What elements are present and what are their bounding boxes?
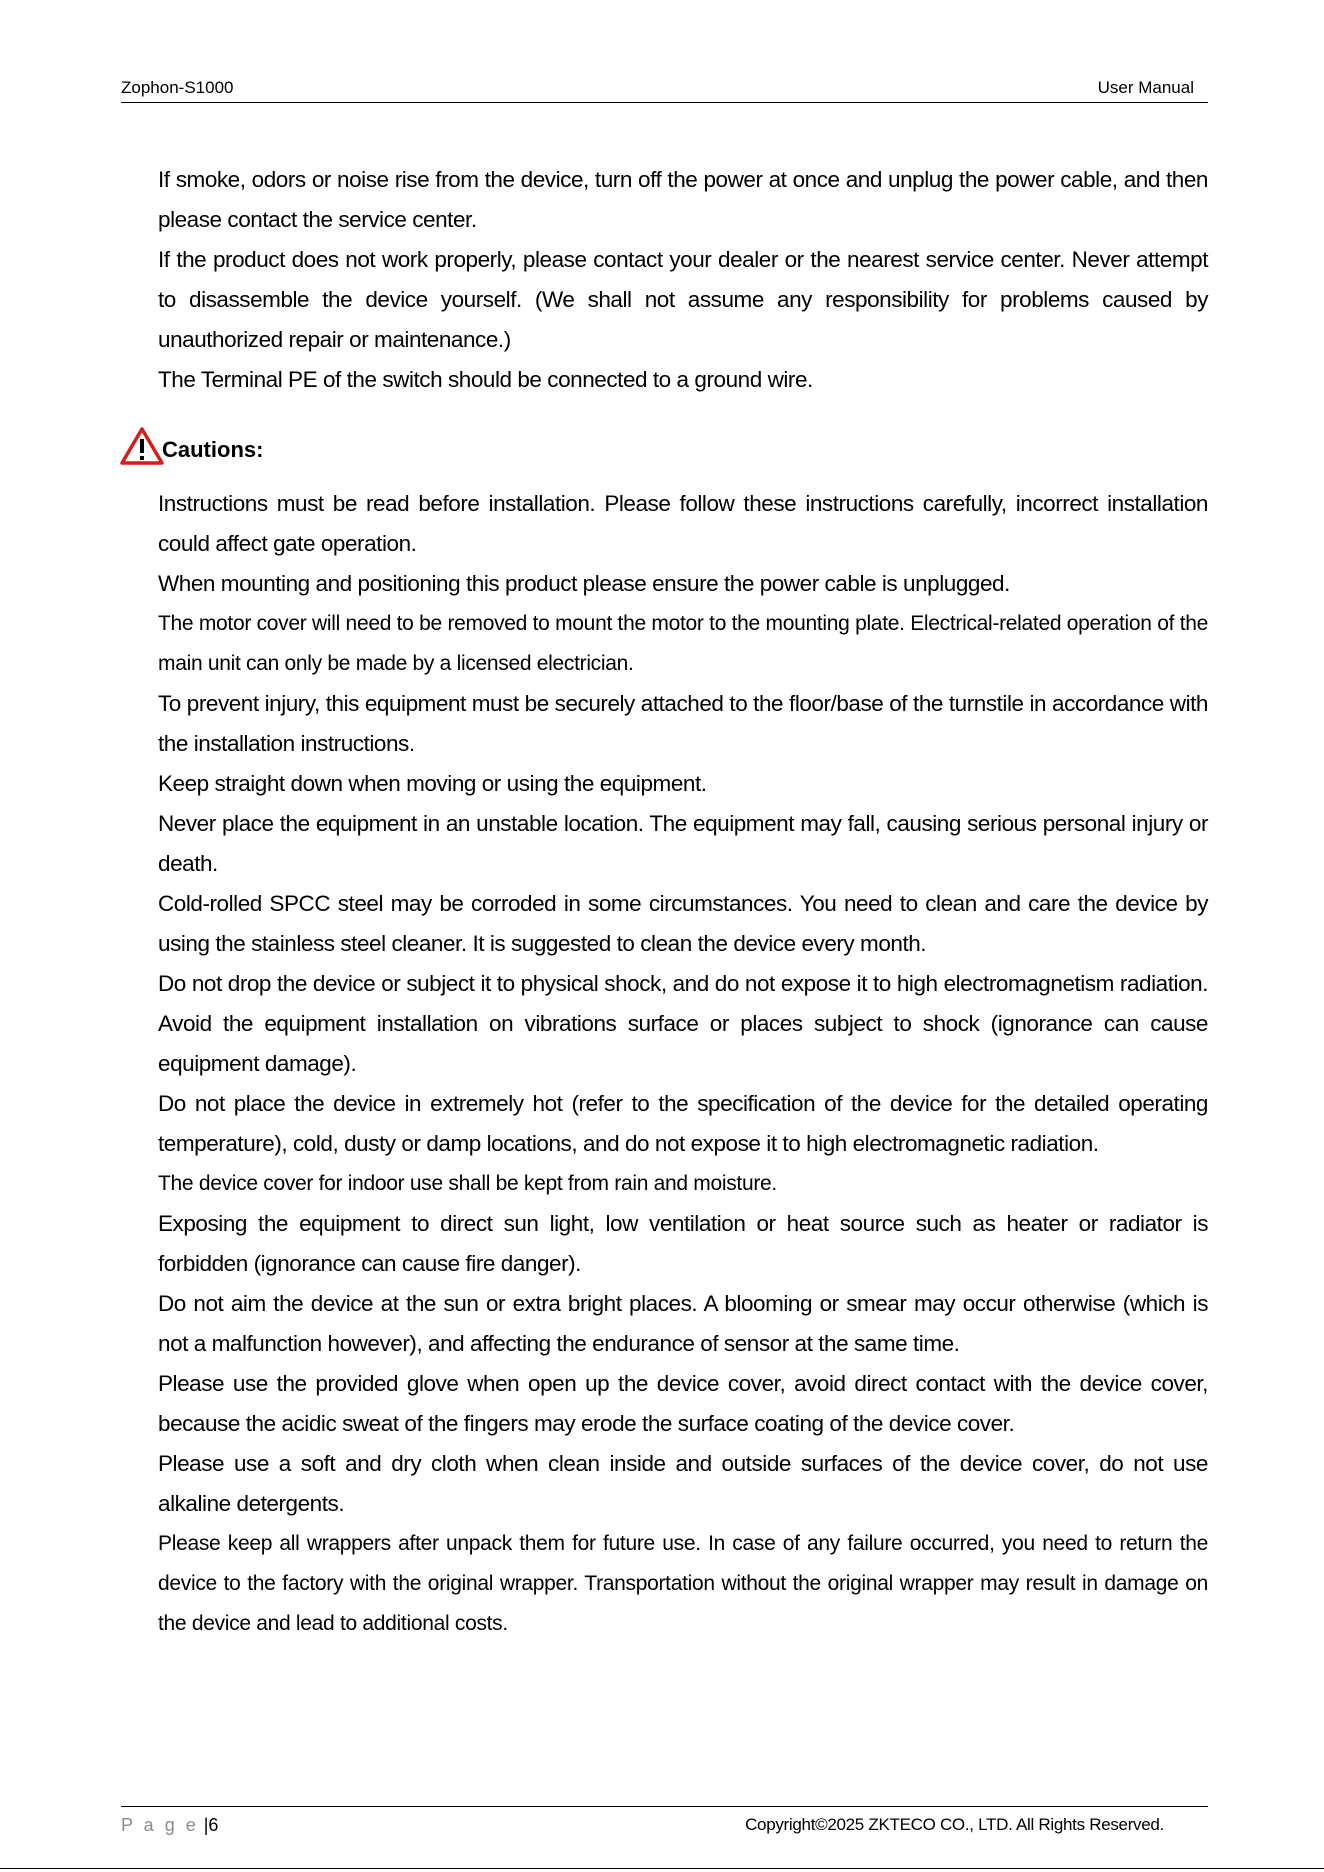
- caution-item: Do not aim the device at the sun or extra bright places. A blooming or smear may occur otherwise (which is not a malfunction however), and affecting the endurance of sensor at the same time.: [158, 1291, 1208, 1356]
- intro-paragraph: The Terminal PE of the switch should be connected to a ground wire.: [158, 367, 813, 392]
- header-doc-type: User Manual: [1097, 78, 1194, 97]
- cautions-heading: [120, 424, 263, 468]
- caution-item: Instructions must be read before installation. Please follow these instructions carefully, incorrect installation could affect gate operation.: [158, 491, 1208, 556]
- warning-triangle-icon: [120, 426, 164, 466]
- caution-item: Please use a soft and dry cloth when clean inside and outside surfaces of the device cover, do not use alkaline detergents.: [158, 1451, 1208, 1516]
- copyright-notice: Copyright©2025 ZKTECO CO., LTD. All Rights Reserved.: [745, 1815, 1164, 1834]
- page-separator: |: [198, 1815, 209, 1835]
- caution-item: The device cover for indoor use shall be kept from rain and moisture.: [158, 1172, 777, 1195]
- caution-item: Cold-rolled SPCC steel may be corroded in some circumstances. You need to clean and care the device by using the stainless steel cleaner. It is suggested to clean the device every month.: [158, 891, 1208, 956]
- bottom-divider: [0, 1868, 1324, 1869]
- cautions-title: Cautions:: [162, 437, 264, 462]
- page-number-label: [121, 1815, 218, 1836]
- caution-item: Do not drop the device or subject it to physical shock, and do not expose it to high electromagnetism radiation. Avoid the equipment installation on vibrations surface or places subject to shock (ignorance can cause equipment damage).: [158, 971, 1208, 1076]
- caution-item: Never place the equipment in an unstable location. The equipment may fall, causing serious personal injury or death.: [158, 811, 1208, 876]
- cautions-list: [158, 484, 1208, 1644]
- page-number: 6: [208, 1815, 219, 1835]
- page-header: [121, 74, 1208, 103]
- intro-section: [158, 160, 1208, 400]
- caution-item: Keep straight down when moving or using the equipment.: [158, 771, 707, 796]
- caution-item: Please keep all wrappers after unpack them for future use. In case of any failure occurred, you need to return the device to the factory with the original wrapper. Transportation without the original wrapper may result in damage on the device and lead to additional costs.: [158, 1532, 1208, 1635]
- intro-paragraph: If the product does not work properly, please contact your dealer or the nearest service center. Never attempt to disassemble the device yourself. (We shall not assume any responsibility for problems caused by unauthorized repair or maintenance.): [158, 247, 1208, 352]
- caution-item: When mounting and positioning this product please ensure the power cable is unplugged.: [158, 571, 1010, 596]
- caution-item: The motor cover will need to be removed to mount the motor to the mounting plate. Electrical-related operation of the main unit can only be made by a licensed electrician.: [158, 612, 1208, 675]
- caution-item: Please use the provided glove when open up the device cover, avoid direct contact with the device cover, because the acidic sweat of the fingers may erode the surface coating of the device cover.: [158, 1371, 1208, 1436]
- intro-paragraph: If smoke, odors or noise rise from the device, turn off the power at once and unplug the power cable, and then please contact the service center.: [158, 167, 1208, 232]
- caution-item: Do not place the device in extremely hot (refer to the specification of the device for the detailed operating temperature), cold, dusty or damp locations, and do not expose it to high electromagnetic radiation.: [158, 1091, 1208, 1156]
- caution-item: Exposing the equipment to direct sun light, low ventilation or heat source such as heater or radiator is forbidden (ignorance can cause fire danger).: [158, 1211, 1208, 1276]
- header-product-name: Zophon-S1000: [121, 78, 234, 97]
- page-footer: [121, 1806, 1208, 1841]
- caution-item: To prevent injury, this equipment must be securely attached to the floor/base of the turnstile in accordance with the installation instructions.: [158, 691, 1208, 756]
- page-word: P a g e: [121, 1815, 199, 1835]
